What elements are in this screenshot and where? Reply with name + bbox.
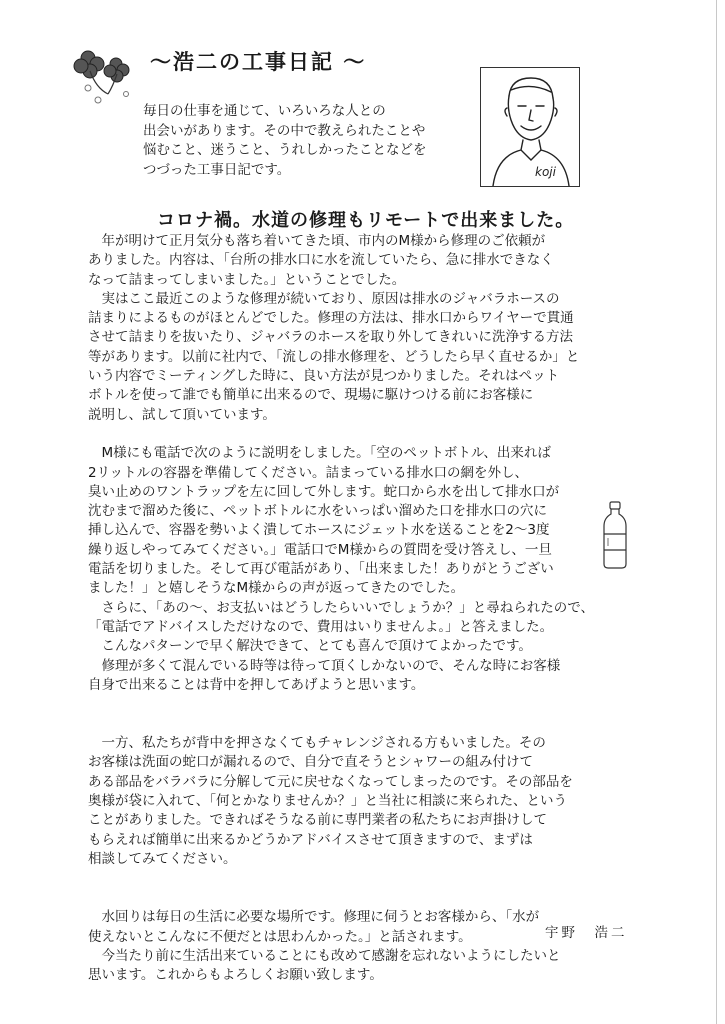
- intro-line: 出会いがあります。その中で教えられたことや: [143, 122, 426, 139]
- intro-line: つづった工事日記です。: [143, 161, 291, 178]
- paragraph-line: 水回りは毎日の生活に必要な場所です。修理に伺うとお客様から、「水が: [88, 909, 540, 926]
- author-portrait: [480, 67, 580, 187]
- water-bottle-icon: [598, 500, 632, 570]
- paragraph-line: 相談してみてください。: [88, 850, 237, 867]
- paragraph-line: いう内容でミーティングした時に、良い方法が見つかりました。それはペット: [88, 368, 560, 385]
- paragraph-line: 自身で出来ることは背中を押してあげようと思います。: [88, 676, 425, 693]
- paragraph-line: 一方、私たちが背中を押さなくてもチャレンジされる方もいました。その: [88, 735, 546, 752]
- paragraph-line: ありました。内容は、「台所の排水口に水を流していたら、急に排水できなく: [88, 252, 554, 269]
- paragraph-line: 今当たり前に生活出来ていることにも改めて感謝を忘れないようにしたいと: [88, 947, 561, 964]
- paragraph-line: 等があります。以前に社内で、「流しの排水修理を、どうしたら早く直せるか」と: [88, 348, 580, 365]
- paragraph-line: さらに、「あの～、お支払いはどうしたらいいでしょうか？」と尋ねられたので、: [88, 599, 594, 616]
- paragraph-line: なって詰まってしまいました。」ということでした。: [88, 271, 406, 288]
- paragraph-line: ボトルを使って誰でも簡単に出来るので、現場に駆けつける前にお客様に: [88, 387, 534, 404]
- paragraph-line: 使えないとこんなに不便だとは思わんかった。」と話されます。: [88, 928, 472, 945]
- paragraph-line: こんなパターンで早く解決できて、とても喜んで頂けてよかったです。: [88, 638, 532, 655]
- article-headline: コロナ禍。水道の修理もリモートで出来ました。: [157, 210, 575, 231]
- page-edge-divider: [716, 0, 717, 1024]
- paragraph-line: させて詰まりを抜いたり、ジャバラのホースを取り外してきれいに洗浄する方法: [88, 329, 574, 346]
- intro-line: 悩むこと、迷うこと、うれしかったことなどを: [143, 142, 427, 158]
- paragraph-line: 説明し、試して頂いています。: [88, 406, 276, 423]
- paragraph-line: 奥様が袋に入れて、「何とかなりませんか？」と当社に相談に来られた、という: [88, 793, 567, 810]
- intro-text: [143, 102, 427, 180]
- paragraph-line: 修理が多くて混んでいる時等は待って頂くしかないので、そんな時にお客様: [88, 657, 561, 674]
- paragraph-line: 挿し込んで、容器を勢いよく潰してホースにジェット水を送ることを2～3度: [88, 522, 550, 539]
- diary-title: ～浩二の工事日記 ～: [150, 50, 367, 74]
- paragraph-line: 2リットルの容器を準備してください。詰まっている排水口の網を外し、: [88, 464, 529, 481]
- paragraph-line: 沈むまで溜めた後に、ペットボトルに水をいっぱい溜めた口を排水口の穴に: [88, 503, 547, 520]
- paragraph-line: 「電話でアドバイスしただけなので、費用はいりませんよ。」と答えました。: [88, 618, 554, 635]
- paragraph-line: お客様は洗面の蛇口が漏れるので、自分で直そうとシャワーの組み付けて: [88, 754, 533, 771]
- paragraph-line: もらえれば簡単に出来るかどうかアドバイスさせて頂きますので、まずは: [88, 831, 533, 848]
- paragraph-line: ました！」と嬉しそうなM様からの声が返ってきたのでした。: [88, 580, 465, 597]
- article-body: [88, 232, 608, 985]
- paragraph-line: 繰り返しやってみてください。」電話口でM様からの質問を受け答えし、一旦: [88, 541, 552, 558]
- paragraph-line: 実はここ最近このような修理が続いており、原因は排水のジャバラホースの: [88, 290, 560, 307]
- paragraph-line: M様にも電話で次のように説明をしました。「空のペットボトル、出来れば: [88, 445, 551, 462]
- paragraph-line: 電話を切りました。そして再び電話があり、「出来ました！ありがとうござい: [88, 561, 554, 578]
- paragraph-line: ことがありました。できればそうなる前に専門業者の私たちにお声掛けして: [88, 812, 547, 829]
- author-name: 宇野 浩二: [545, 925, 628, 941]
- clover-icon: [68, 44, 148, 108]
- paragraph-line: ある部品をバラバラに分解して元に戻せなくなってしまったのです。その部品を: [88, 773, 573, 790]
- portrait-signature: koji: [535, 165, 556, 179]
- paragraph-line: 臭い止めのワントラップを左に回して外します。蛇口から水を出して排水口が: [88, 483, 560, 500]
- paragraph-line: 年が明けて正月気分も落ち着いてきた頃、市内のM様から修理のご依頼が: [88, 233, 546, 249]
- intro-line: 毎日の仕事を通じて、いろいろな人との: [143, 103, 386, 119]
- paragraph-line: 思います。これからもよろしくお願い致します。: [88, 967, 383, 984]
- paragraph-line: 詰まりによるものがほとんどでした。修理の方法は、排水口からワイヤーで貫通: [88, 310, 574, 327]
